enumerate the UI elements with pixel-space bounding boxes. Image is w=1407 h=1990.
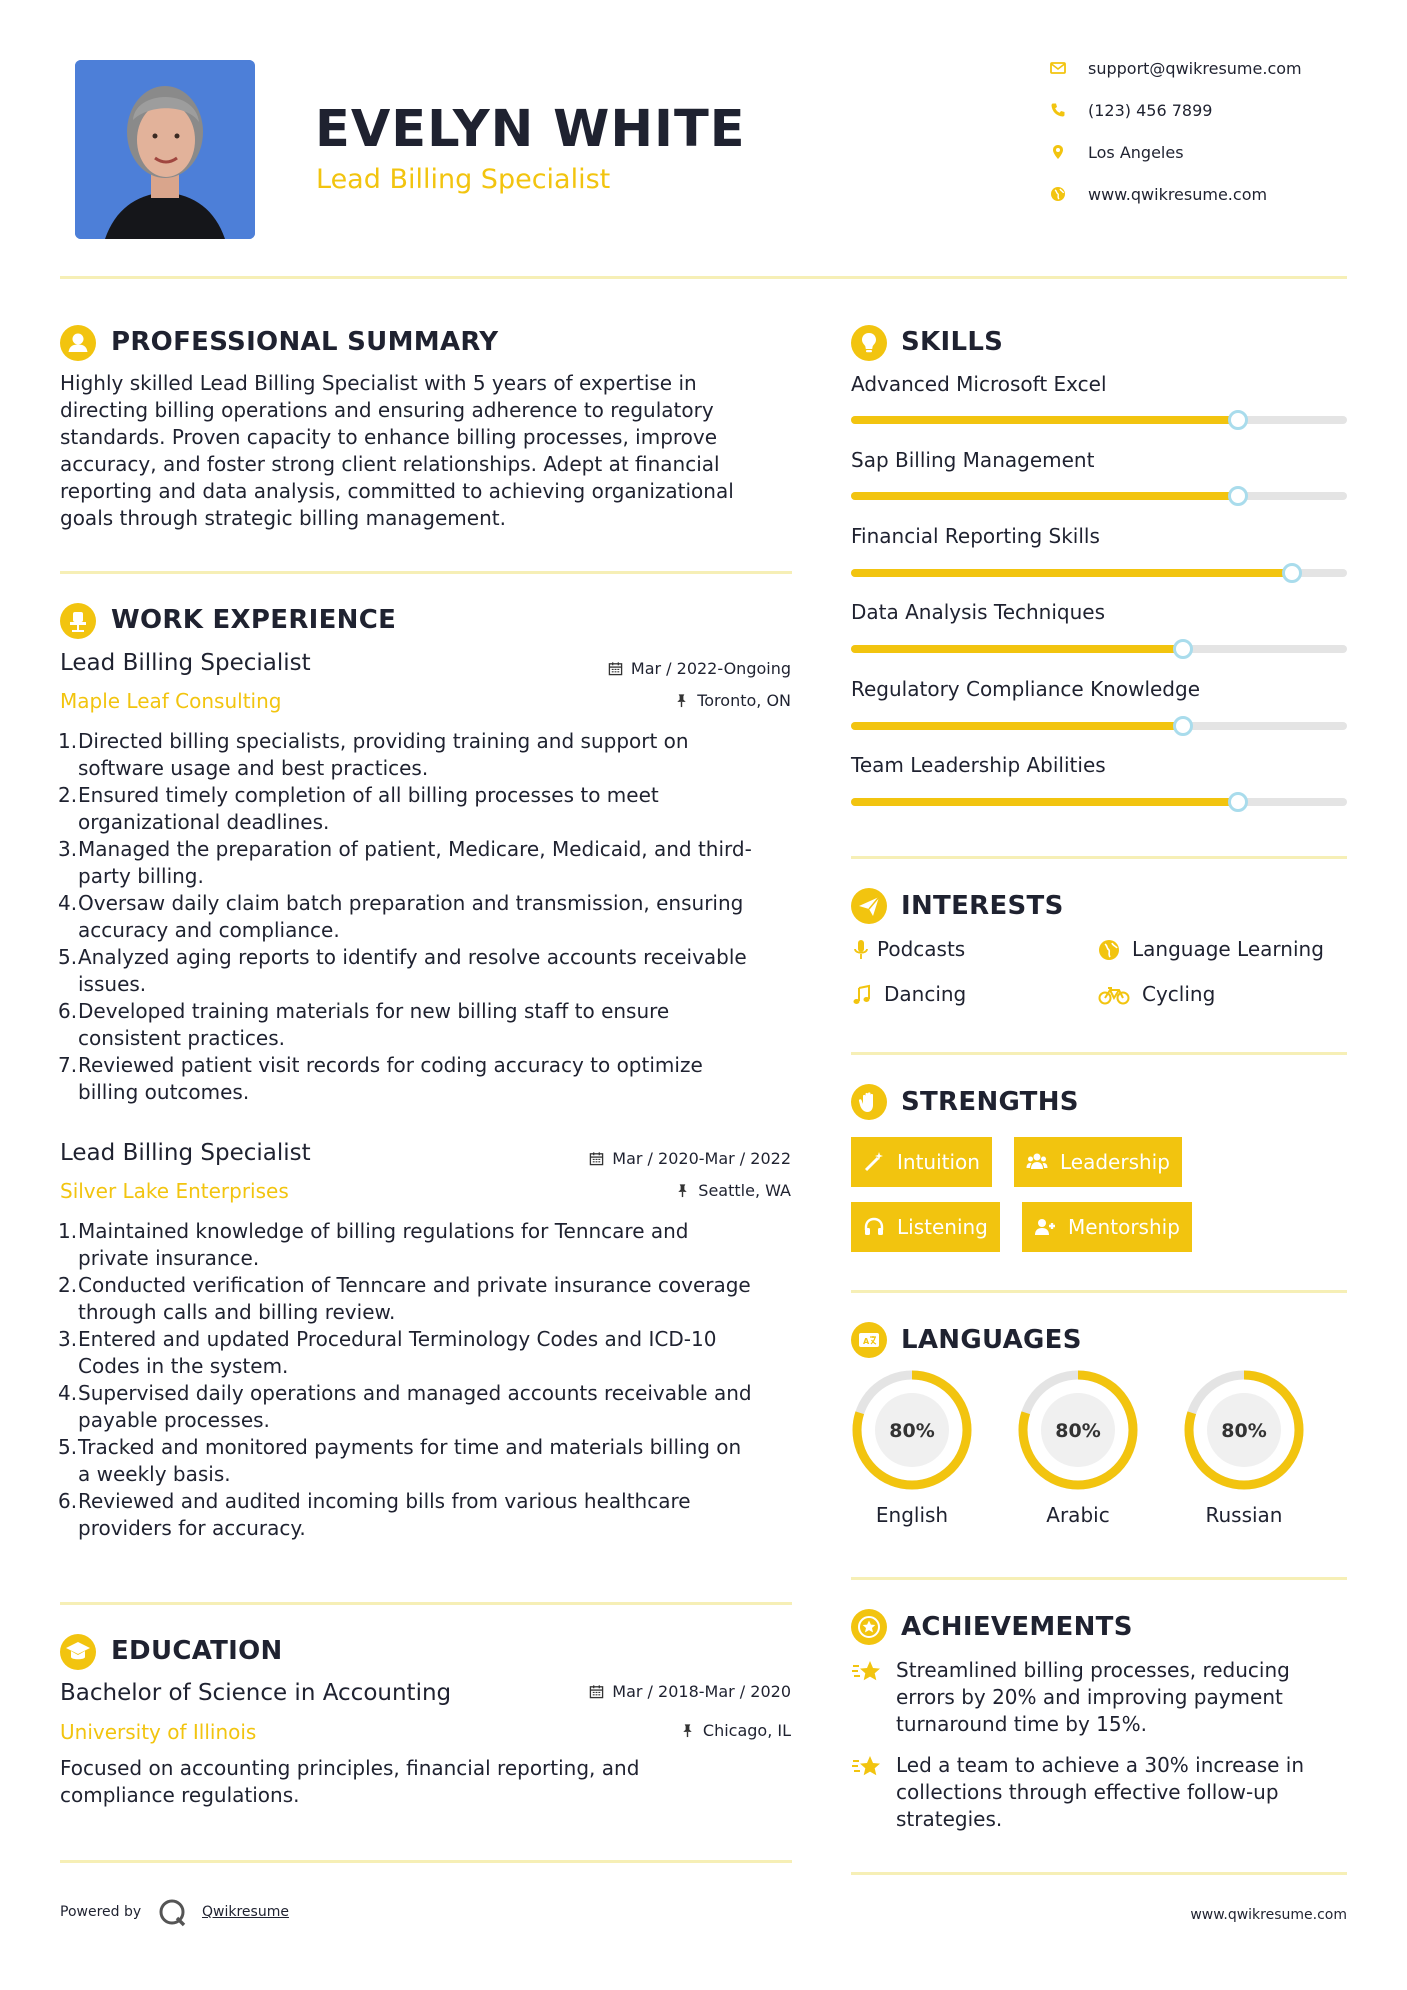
- summary-heading: PROFESSIONAL SUMMARY: [111, 327, 499, 357]
- skill-bar-knob: [1173, 639, 1193, 659]
- language-icon: [851, 1322, 887, 1358]
- location-icon: [1050, 144, 1066, 160]
- contact-website-text: www.qwikresume.com: [1088, 185, 1268, 204]
- star-icon: [851, 1657, 881, 1687]
- user-plus-icon: [1034, 1216, 1056, 1238]
- list-item: 2. Conducted verification of Tenncare and private insurance coverage through calls and billing review.: [58, 1273, 751, 1324]
- star-badge-icon: [851, 1609, 887, 1645]
- job-1-location: Toronto, ON: [480, 691, 791, 710]
- strength-chip-mentorship: Mentorship: [1022, 1202, 1192, 1252]
- language-name: Arabic: [1046, 1503, 1110, 1527]
- skill-bar-fill: [851, 722, 1183, 730]
- skill-bar: [851, 416, 1347, 424]
- list-item: 1. Directed billing specialists, providing training and support on software usage and best practices.: [58, 729, 689, 780]
- education-location: Chicago, IL: [480, 1721, 791, 1740]
- education-heading: EDUCATION: [111, 1636, 283, 1666]
- skill-bar-knob: [1228, 486, 1248, 506]
- strength-chip-intuition: Intuition: [851, 1137, 992, 1187]
- globe-icon: [1098, 939, 1120, 961]
- job-1-bullets: [60, 728, 800, 1106]
- skill-bar: [851, 798, 1347, 806]
- chair-icon: [60, 603, 96, 639]
- language-percent: 80%: [1055, 1420, 1101, 1442]
- strength-chip-listening: Listening: [851, 1202, 1000, 1252]
- achievements-heading: ACHIEVEMENTS: [901, 1612, 1133, 1642]
- language-name: Russian: [1205, 1503, 1283, 1527]
- headphones-icon: [863, 1216, 885, 1238]
- languages-divider: [851, 1577, 1347, 1580]
- phone-icon: [1050, 102, 1066, 118]
- strengths-divider: [851, 1290, 1347, 1293]
- list-item: 3. Entered and updated Procedural Terminology Codes and ICD-10 Codes in the system.: [58, 1327, 717, 1378]
- list-item: 4. Supervised daily operations and managed accounts receivable and payable processes.: [58, 1381, 752, 1432]
- list-item: 1. Maintained knowledge of billing regulations for Tenncare and private insurance.: [58, 1219, 689, 1270]
- interests-divider: [851, 1052, 1347, 1055]
- language-percent: 80%: [1221, 1420, 1267, 1442]
- skill-bar-fill: [851, 492, 1238, 500]
- experience-heading: WORK EXPERIENCE: [111, 605, 397, 635]
- skill-bar-knob: [1228, 792, 1248, 812]
- svg-text:A: A: [863, 1337, 870, 1346]
- list-item: 6. Reviewed and audited incoming bills from various healthcare providers for accuracy.: [58, 1489, 691, 1540]
- magic-wand-icon: [863, 1151, 885, 1173]
- candidate-name: EVELYN WHITE: [315, 100, 746, 159]
- skills-section-icon: [851, 325, 887, 361]
- interests-heading: INTERESTS: [901, 891, 1064, 921]
- language-name: English: [875, 1503, 949, 1527]
- contact-location-text: Los Angeles: [1088, 143, 1184, 162]
- education-section-icon: [60, 1634, 96, 1670]
- experience-divider: [60, 1602, 792, 1605]
- globe-icon: [1050, 186, 1066, 202]
- skills-heading: SKILLS: [901, 327, 1004, 357]
- job-2-title: Lead Billing Specialist: [60, 1140, 311, 1166]
- skill-label: Team Leadership Abilities: [851, 753, 1106, 777]
- powered-by-label: Powered by: [60, 1904, 142, 1920]
- education-description: Focused on accounting principles, financial reporting, and compliance regulations.: [60, 1756, 640, 1807]
- header-divider: [60, 276, 1347, 279]
- list-item: 7. Reviewed patient visit records for coding accuracy to optimize billing outcomes.: [58, 1053, 703, 1104]
- skill-bar: [851, 645, 1347, 653]
- job-2-company: Silver Lake Enterprises: [60, 1179, 289, 1203]
- music-note-icon: [851, 984, 873, 1006]
- skill-bar: [851, 722, 1347, 730]
- users-icon: [1026, 1151, 1048, 1173]
- contact-email-text: support@qwikresume.com: [1088, 59, 1302, 78]
- language-progress-ring: [851, 1369, 973, 1491]
- skill-bar-fill: [851, 569, 1292, 577]
- language-progress-ring: [1183, 1369, 1305, 1491]
- pin-icon: [680, 1723, 695, 1738]
- microphone-icon: [851, 939, 873, 961]
- summary-text: Highly skilled Lead Billing Specialist with 5 years of expertise in directing billing operations and ensuring adherence to regulatory standards. Proven capacity to enhance billing processes, improve accuracy, and foster strong client relationships. Adept at financial reporting and data analysis, committed to achieving organizational goals through strategic billing management.: [60, 371, 734, 530]
- pin-icon: [675, 1183, 690, 1198]
- star-icon: [851, 1752, 881, 1782]
- list-item: 5. Tracked and monitored payments for time and materials billing on a weekly basis.: [58, 1435, 742, 1486]
- job-2-dates: Mar / 2020-Mar / 2022: [480, 1149, 791, 1168]
- contact-website[interactable]: [1050, 185, 1350, 205]
- education-school: University of Illinois: [60, 1720, 257, 1744]
- skill-bar-fill: [851, 645, 1183, 653]
- calendar-icon: [589, 1684, 604, 1699]
- skill-bar-fill: [851, 416, 1238, 424]
- job-1-dates: Mar / 2022-Ongoing: [480, 659, 791, 678]
- interest-cycling: Cycling: [1098, 982, 1348, 1008]
- skill-bar-knob: [1173, 716, 1193, 736]
- language-arabic: [1017, 1369, 1139, 1527]
- contact-phone-text: (123) 456 7899: [1088, 101, 1213, 120]
- paper-plane-icon: [851, 888, 887, 924]
- interests-section-icon: [851, 888, 887, 924]
- achievements-section-icon: [851, 1609, 887, 1645]
- skill-label: Advanced Microsoft Excel: [851, 372, 1107, 396]
- interest-language-learning: Language Learning: [1098, 937, 1348, 963]
- languages-heading: LANGUAGES: [901, 1325, 1082, 1355]
- skills-divider: [851, 856, 1347, 859]
- skill-label: Financial Reporting Skills: [851, 524, 1100, 548]
- skill-bar-fill: [851, 798, 1238, 806]
- footer-website-link[interactable]: www.qwikresume.com: [1190, 1907, 1347, 1923]
- hand-icon: [851, 1084, 887, 1120]
- candidate-title: Lead Billing Specialist: [316, 164, 611, 195]
- skill-bar-knob: [1282, 563, 1302, 583]
- pin-icon: [674, 693, 689, 708]
- language-progress-ring: [1017, 1369, 1139, 1491]
- language-english: [851, 1369, 973, 1527]
- skill-label: Sap Billing Management: [851, 448, 1095, 472]
- interest-dancing: Dancing: [851, 982, 1081, 1008]
- graduation-icon: [60, 1634, 96, 1670]
- list-item: 2. Ensured timely completion of all billing processes to meet organizational deadlines.: [58, 783, 659, 834]
- job-2-location: Seattle, WA: [480, 1181, 791, 1200]
- lightbulb-icon: [851, 325, 887, 361]
- job-1-title: Lead Billing Specialist: [60, 650, 311, 676]
- user-icon: [60, 325, 96, 361]
- list-item: 5. Analyzed aging reports to identify and resolve accounts receivable issues.: [58, 945, 747, 996]
- profile-photo: [75, 60, 255, 239]
- skill-bar: [851, 569, 1347, 577]
- list-item: 3. Managed the preparation of patient, Medicare, Medicaid, and third- party billing.: [58, 837, 752, 888]
- calendar-icon: [589, 1151, 604, 1166]
- languages-section-icon: [851, 1322, 887, 1358]
- skill-label: Data Analysis Techniques: [851, 600, 1105, 624]
- list-item: 4. Oversaw daily claim batch preparation and transmission, ensuring accuracy and compliance.: [58, 891, 744, 942]
- language-percent: 80%: [889, 1420, 935, 1442]
- summary-section-icon: [60, 325, 96, 361]
- skill-bar: [851, 492, 1347, 500]
- contact-location: [1050, 143, 1350, 163]
- skill-label: Regulatory Compliance Knowledge: [851, 677, 1201, 701]
- achievements-divider: [851, 1872, 1347, 1875]
- education-dates: Mar / 2018-Mar / 2020: [480, 1682, 791, 1701]
- qwikresume-link[interactable]: Qwikresume: [202, 1904, 289, 1920]
- contact-email[interactable]: [1050, 59, 1350, 79]
- qwikresume-logo-icon: [157, 1897, 189, 1929]
- job-1-company: Maple Leaf Consulting: [60, 689, 282, 713]
- list-item: 6. Developed training materials for new billing staff to ensure consistent practices.: [58, 999, 670, 1050]
- education-degree: Bachelor of Science in Accounting: [60, 1680, 452, 1706]
- experience-section-icon: [60, 603, 96, 639]
- job-2-bullets: [60, 1218, 800, 1542]
- bicycle-icon: [1098, 984, 1130, 1006]
- strengths-section-icon: [851, 1084, 887, 1120]
- strengths-heading: STRENGTHS: [901, 1087, 1079, 1117]
- language-russian: [1183, 1369, 1305, 1527]
- interest-podcasts: Podcasts: [851, 937, 1081, 963]
- calendar-icon: [608, 661, 623, 676]
- email-icon: [1050, 60, 1066, 76]
- summary-divider: [60, 571, 792, 574]
- education-divider: [60, 1860, 792, 1863]
- contact-phone[interactable]: [1050, 101, 1350, 121]
- skill-bar-knob: [1228, 410, 1248, 430]
- strength-chip-leadership: Leadership: [1014, 1137, 1182, 1187]
